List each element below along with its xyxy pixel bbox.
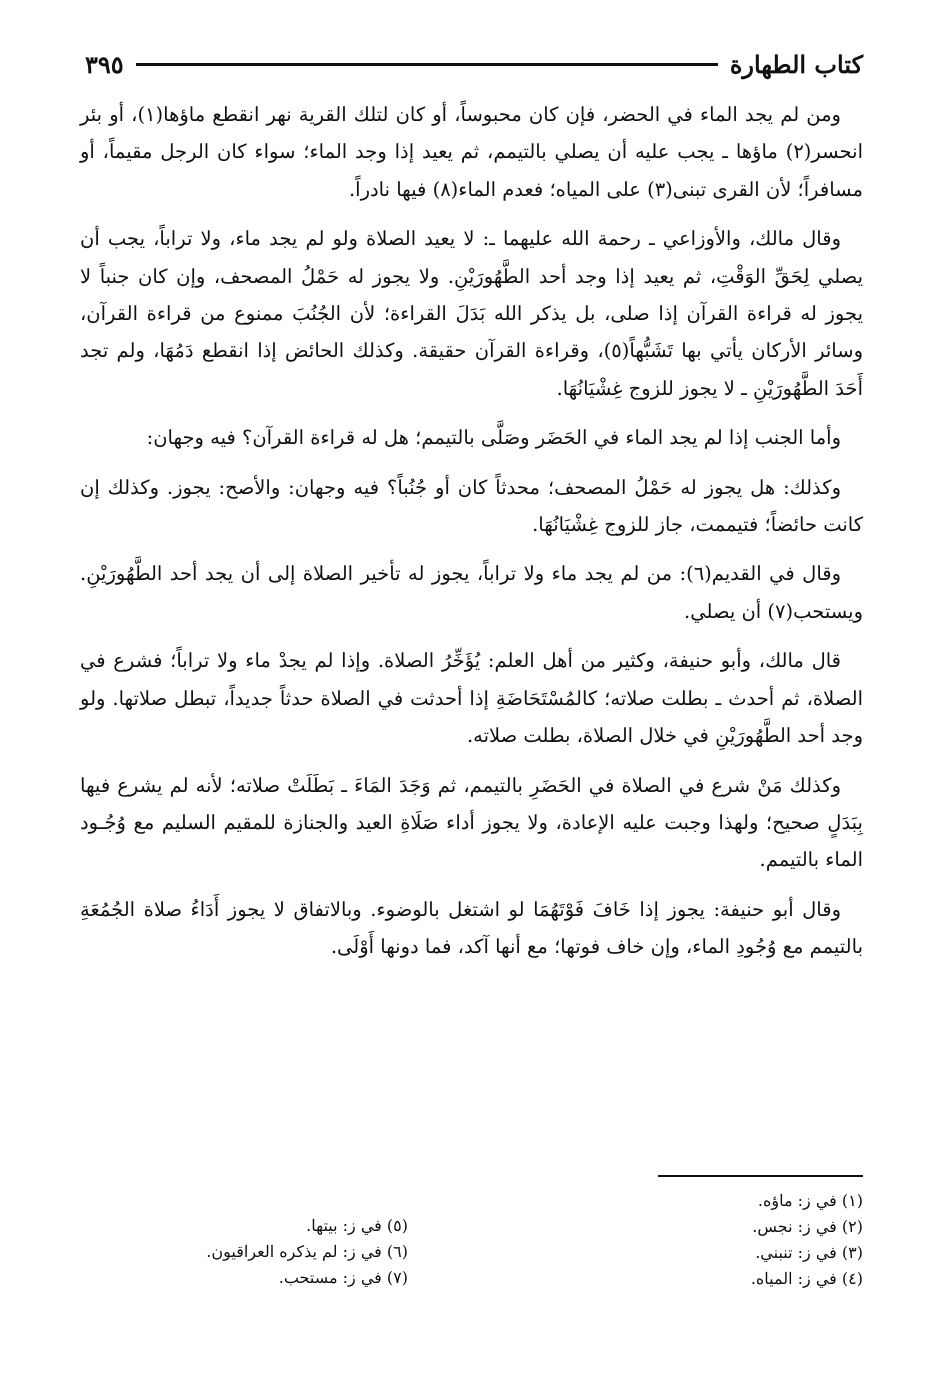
footnote-separator — [658, 1175, 863, 1177]
footnote: (٣) في ز: تنبني. — [755, 1243, 863, 1262]
footnotes-column-left — [78, 1213, 408, 1291]
paragraph: وكذلك مَنْ شرع في الصلاة في الحَضَرِ بالتيمم، ثم وَجَدَ المَاءَ ـ بَطَلَتْ صلاته؛ لأنه لم يشرع فيها بِبَدَلٍ صحيح؛ ولهذا وجبت عليه الإعادة، ولا يجوز أداء صَلَاةِ العيد والجنازة للمقيم السليم مع وُجُـود الماء بالتيمم. — [80, 773, 863, 872]
footnote: (٢) في ز: نجس. — [752, 1217, 863, 1236]
page-number: ٣٩٥ — [85, 49, 124, 79]
paragraph: ومن لم يجد الماء في الحضر، فإن كان محبوساً، أو كان لتلك القرية نهر انقطع ماؤها(١)، أو بئر انحسر(٢) ماؤها ـ يجب عليه أن يصلي بالتيمم، ثم يعيد إذا وجد الماء؛ سواء كان الرجل مقيماً، أو مسافراً؛ لأن القرى تبنى(٣) على المياه؛ فعدم الماء(٨) فيها نادراً. — [80, 103, 863, 201]
paragraph: وقال في القديم(٦): من لم يجد ماء ولا تراباً، يجوز له تأخير الصلاة إلى أن يجد أحد الطَّهُورَيْنِ. ويستحب(٧) أن يصلي. — [80, 562, 863, 623]
paragraph: قال مالك، وأبو حنيفة، وكثير من أهل العلم: يُؤَخِّرُ الصلاة. وإذا لم يجدْ ماء ولا تراباً؛ فشرع في الصلاة، ثم أحدث ـ بطلت صلاته؛ كالمُسْتَحَاضَةِ إذا أحدثت في الصلاة حدثاً جديداً، تبطل صلاتها. ولو وجد أحد الطَّهُورَيْنِ في خلال الصلاة، بطلت صلاته. — [80, 649, 863, 748]
page-header — [85, 44, 863, 84]
footnote: (٦) في ز: لم يذكره العراقيون. — [206, 1242, 408, 1261]
running-title: كتاب الطهارة — [729, 49, 863, 79]
paragraph: وقال أبو حنيفة: يجوز إذا خَافَ فَوْتَهُمَا لو اشتغل بالوضوء. وبالاتفاق لا يجوز أَدَاءُ صلاة الجُمُعَةِ بالتيمم مع وُجُودِ الماء، وإن خاف فوتها؛ مع أنها آكد، فما دونها أَوْلَى. — [80, 897, 863, 959]
footnote: (٤) في ز: المياه. — [750, 1269, 863, 1288]
footnote: (٧) في ز: مستحب. — [278, 1268, 408, 1287]
footnote: (٥) في ز: بيتها. — [306, 1216, 408, 1235]
footnotes-column-right — [563, 1188, 863, 1292]
footnote: (١) في ز: ماؤه. — [757, 1191, 863, 1210]
header-rule — [136, 63, 718, 66]
paragraph: وكذلك: هل يجوز له حَمْلُ المصحف؛ محدثاً كان أو جُنُباً؟ فيه وجهان: والأصح: يجوز. وكذلك إن كانت حائضاً؛ فتيممت، جاز للزوج غِشْيَانُهَا. — [80, 475, 863, 537]
paragraph: وقال مالك، والأوزاعي ـ رحمة الله عليهما ـ: لا يعيد الصلاة ولو لم يجد ماء، ولا تراباً، يجب أن يصلي لِحَقِّ الوَقْتِ، ثم يعيد إذا وجد أحد الطَّهُورَيْنِ. ولا يجوز له حَمْلُ المصحف، وإن كان جنباً لا يجوز له قراءة القرآن إذا صلى، بل يذكر الله بَدَلَ القراءة؛ لأن الجُنُبَ ممنوع من قراءة القرآن، وسائر الأركان يأتي بها تَشَبُّهاً(٥)، وقراءة القرآن حقيقة. وكذلك الحائض إذا انقطع دَمُهَا، ولم تجد أَحَدَ الطَّهُورَيْنِ ـ لا يجوز للزوج غِشْيَانُهَا. — [80, 227, 863, 400]
main-text — [80, 96, 863, 978]
paragraph: وأما الجنب إذا لم يجد الماء في الحَضَر وصَلَّى بالتيمم؛ هل له قراءة القرآن؟ فيه وجهان: — [146, 426, 841, 450]
